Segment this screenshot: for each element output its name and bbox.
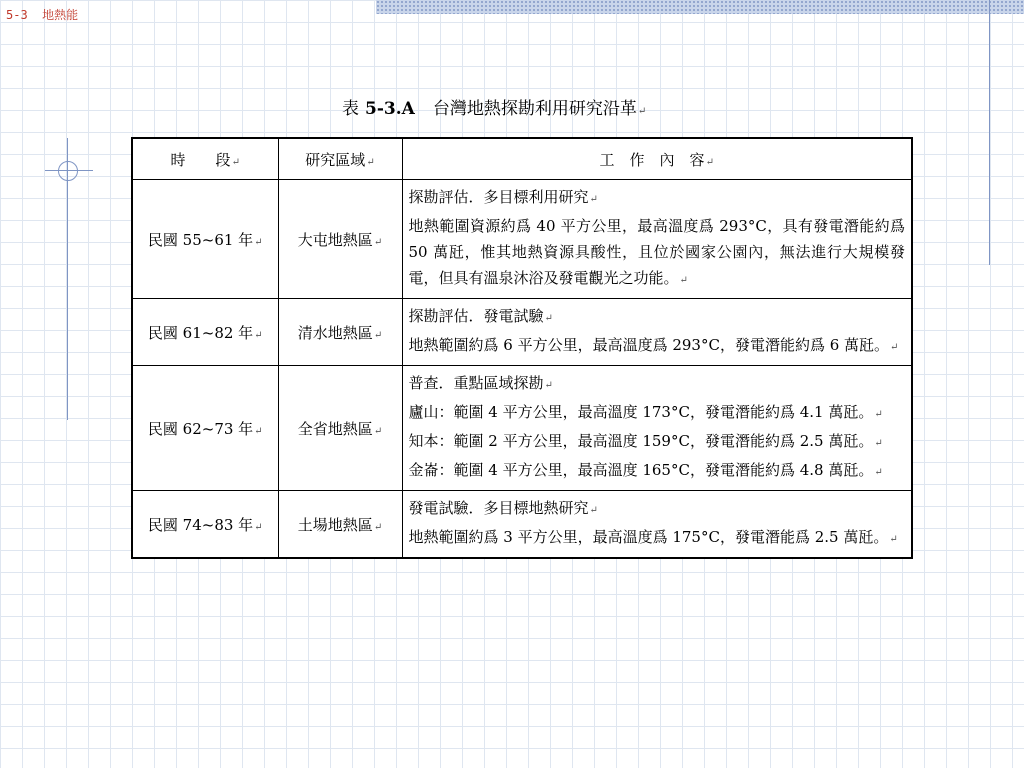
content-cell [402, 491, 912, 559]
content-detail: 地熱範圍約爲 6 平方公里，最高溫度爲 293°C，發電潛能約爲 6 萬瓩。↵ [408, 336, 899, 354]
content-cell [402, 299, 912, 366]
table-row [132, 180, 912, 299]
return-mark-icon: ↵ [637, 106, 647, 117]
table-title [342, 94, 646, 119]
header-period: 時 段↵ [132, 138, 278, 180]
header-content: 工 作 內 容↵ [402, 138, 912, 180]
decorative-circle [58, 161, 78, 181]
table-title-text: 台灣地熱探勘利用研究沿革 [432, 99, 637, 119]
content-cell [402, 366, 912, 491]
top-decorative-band [376, 0, 1024, 14]
area-cell: 全省地熱區↵ [278, 366, 402, 491]
table-row [132, 299, 912, 366]
table-title-number: 5-3.A [365, 99, 415, 119]
history-table [131, 137, 913, 559]
content-detail: 金崙：範圍 4 平方公里，最高溫度 165°C，發電潛能約爲 4.8 萬瓩。↵ [408, 461, 883, 479]
content-heading: 普查．重點區域探勘↵ [408, 374, 553, 392]
content-detail: 知本：範圍 2 平方公里，最高溫度 159°C，發電潛能約爲 2.5 萬瓩。↵ [408, 432, 883, 450]
decorative-vertical-line-right [989, 0, 990, 265]
area-cell: 大屯地熱區↵ [278, 180, 402, 299]
table-title-prefix: 表 [342, 99, 359, 119]
period-cell: 民國 61~82 年↵ [132, 299, 278, 366]
content-heading: 探勘評估．發電試驗↵ [408, 307, 553, 325]
content-heading: 探勘評估．多目標利用研究↵ [408, 188, 598, 206]
period-cell: 民國 55~61 年↵ [132, 180, 278, 299]
table-header-row [132, 138, 912, 180]
slide-section-label: 5-3 地熱能 [6, 8, 79, 22]
header-area: 研究區域↵ [278, 138, 402, 180]
table-row [132, 366, 912, 491]
content-detail: 廬山：範圍 4 平方公里，最高溫度 173°C，發電潛能約爲 4.1 萬瓩。↵ [408, 403, 883, 421]
area-cell: 清水地熱區↵ [278, 299, 402, 366]
period-cell: 民國 74~83 年↵ [132, 491, 278, 559]
content-cell [402, 180, 912, 299]
content-detail: 地熱範圍資源約爲 40 平方公里，最高溫度爲 293°C，具有發電潛能約爲 50 萬瓩，惟其地熱資源具酸性，且位於國家公園內，無法進行大規模發電，但具有溫泉沐浴及發電觀光之功能。↵ [408, 217, 905, 287]
content-heading: 發電試驗．多目標地熱研究↵ [408, 499, 598, 517]
content-detail: 地熱範圍約爲 3 平方公里，最高溫度爲 175°C，發電潛能爲 2.5 萬瓩。↵ [408, 528, 898, 546]
period-cell: 民國 62~73 年↵ [132, 366, 278, 491]
area-cell: 土場地熱區↵ [278, 491, 402, 559]
table-row [132, 491, 912, 559]
